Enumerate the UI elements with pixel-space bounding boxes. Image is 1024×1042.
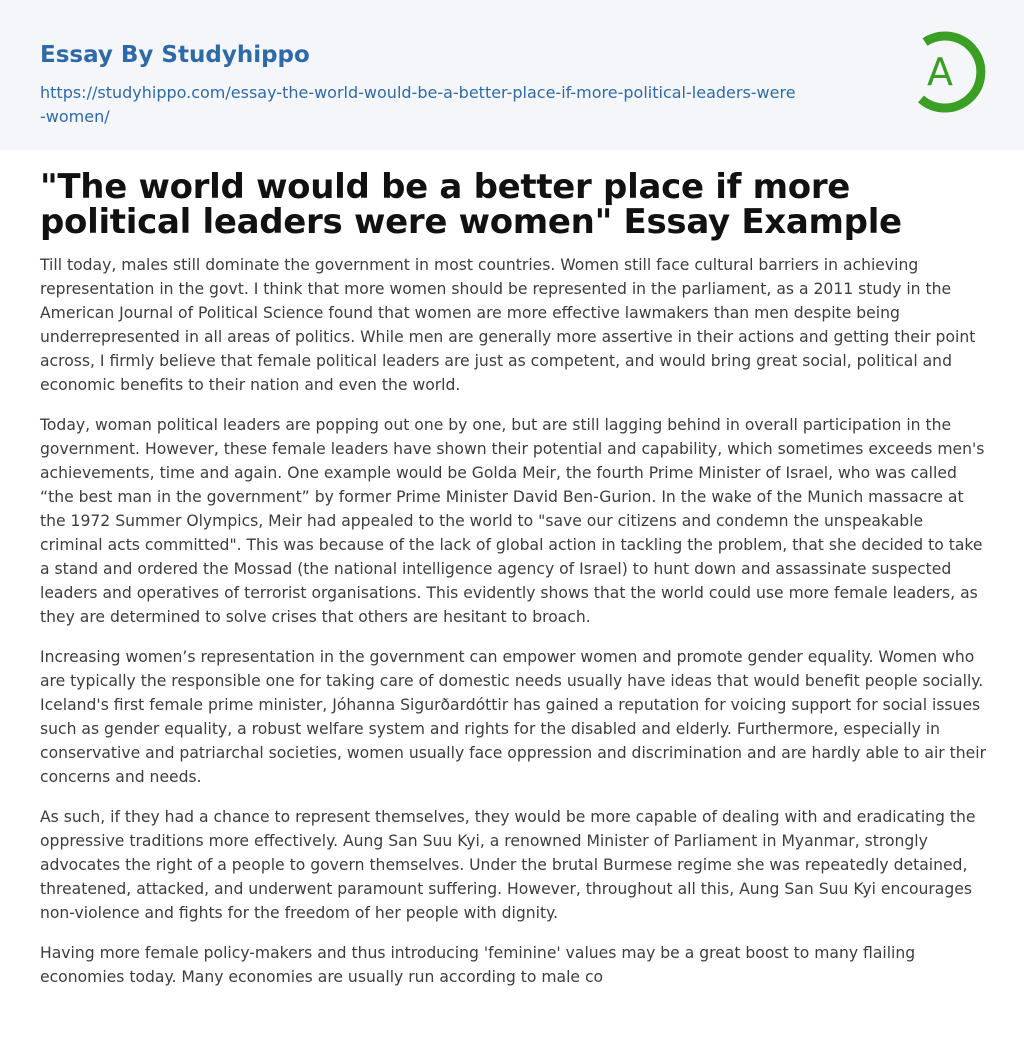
page-title: "The world would be a better place if more political leaders were women" Essay Example xyxy=(40,167,902,242)
brand-title[interactable]: Essay By Studyhippo xyxy=(40,42,310,68)
site-header xyxy=(0,0,1024,150)
logo-letter: A xyxy=(927,50,953,94)
essay-paragraph: As such, if they had a chance to represent themselves, they would be more capable of dealing with and eradicating the oppressive traditions more effectively. Aung San Suu Kyi, a renowned Minister of Parliament in Myanmar, strongly advocates the right of a people to govern themselves. Under the brutal Burmese regime she was repeatedly detained, threatened, attacked, and underwent paramount suffering. However, throughout all this, Aung San Suu Kyi encourages non-violence and fights for the freedom of her people with dignity. xyxy=(40,808,976,922)
essay-paragraph: Till today, males still dominate the government in most countries. Women still face cultural barriers in achieving representation in the govt. I think that more women should be represented in the parliament, as a 2011 study in the American Journal of Political Science found that women are more effective lawmakers than men despite being underrepresented in all areas of politics. While men are generally more assertive in their actions and getting their point across, I firmly believe that female political leaders are just as competent, and would bring great social, political and economic benefits to their nation and even the world. xyxy=(40,256,976,394)
studyhippo-logo-icon[interactable] xyxy=(902,28,988,114)
essay-content xyxy=(40,167,987,1005)
essay-paragraph: Having more female policy-makers and thus introducing 'feminine' values may be a great boost to many flailing economies today. Many economies are usually run according to male co xyxy=(40,944,916,986)
essay-paragraph: Today, woman political leaders are popping out one by one, but are still lagging behind in overall participation in the government. However, these female leaders have shown their potential and capability, which sometimes exceeds men's achievements, time and again. One example would be Golda Meir, the fourth Prime Minister of Israel, who was called “the best man in the government” by former Prime Minister David Ben-Gurion. In the wake of the Munich massacre at the 1972 Summer Olympics, Meir had appealed to the world to "save our citizens and condemn the unspeakable criminal acts committed". This was because of the lack of global action in tackling the problem, that she decided to take a stand and ordered the Mossad (the national intelligence agency of Israel) to hunt down and assassinate suspected leaders and operatives of terrorist organisations. This evidently shows that the world could use more female leaders, as they are determined to solve crises that others are hesitant to broach. xyxy=(40,416,985,626)
source-url-link[interactable]: https://studyhippo.com/essay-the-world-would-be-a-better-place-if-more-political-leaders-were-women/ xyxy=(40,83,796,126)
essay-paragraph: Increasing women’s representation in the government can empower women and promote gender equality. Women who are typically the responsible one for taking care of domestic needs usually have ideas that would benefit people socially. Iceland's first female prime minister, Jóhanna Sigurðardóttir has gained a reputation for voicing support for social issues such as gender equality, a robust welfare system and rights for the disabled and elderly. Furthermore, especially in conservative and patriarchal societies, women usually face oppression and discrimination and are hardly able to air their concerns and needs. xyxy=(40,648,987,786)
